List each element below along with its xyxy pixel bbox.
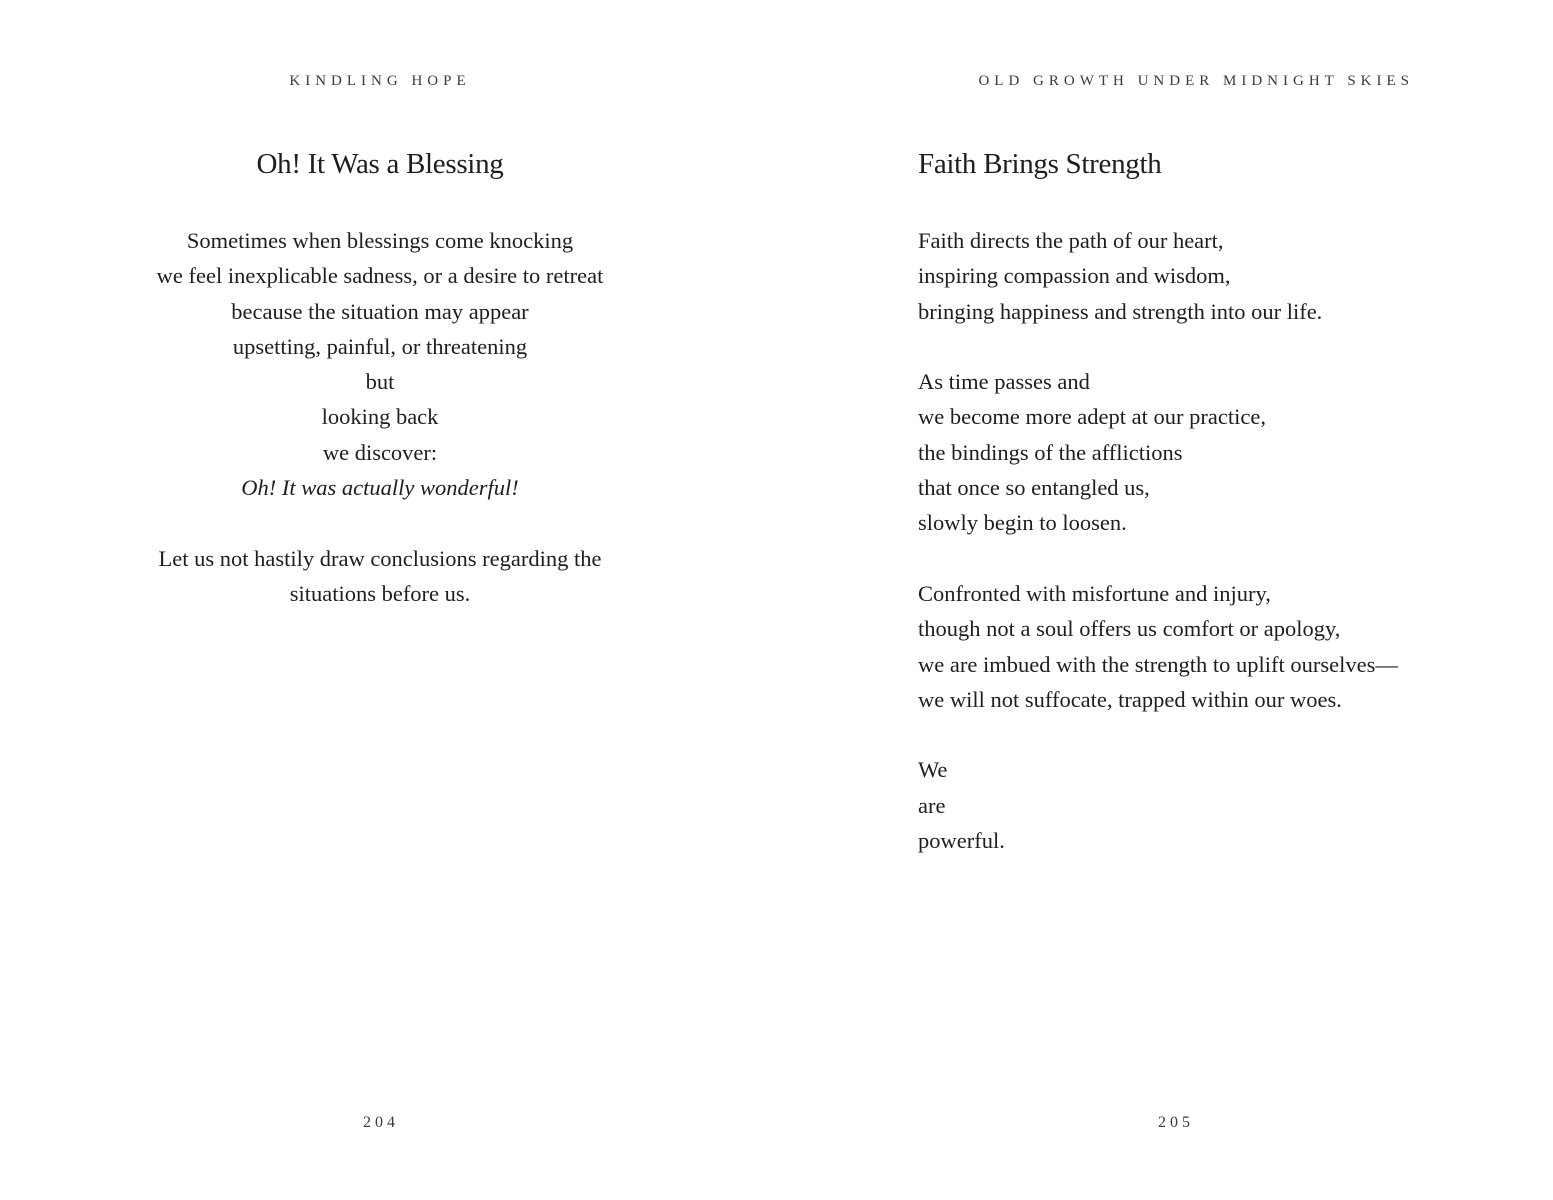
poem-line: we will not suffocate, trapped within our woes. xyxy=(918,686,1342,712)
running-head-right: OLD GROWTH UNDER MIDNIGHT SKIES xyxy=(978,73,1414,89)
poem-line: we become more adept at our practice, xyxy=(918,404,1266,430)
poem-title-right: Faith Brings Strength xyxy=(918,148,1162,180)
poem-line: Confronted with misfortune and injury, xyxy=(918,580,1271,606)
right-page xyxy=(776,0,1553,1200)
poem-line: we are imbued with the strength to uplift ourselves— xyxy=(918,651,1398,677)
poem-line: powerful. xyxy=(918,828,1005,854)
stanza-break xyxy=(918,541,1478,576)
poem-line: Faith directs the path of our heart, xyxy=(918,228,1224,253)
page-number-right: 205 xyxy=(1158,1114,1194,1131)
poem-line: Sometimes when blessings come knocking xyxy=(186,228,574,253)
poem-line: we discover: xyxy=(322,439,438,465)
poem-line: looking back xyxy=(321,404,439,430)
poem-line: but xyxy=(365,369,395,395)
poem-line: we feel inexplicable sadness, or a desire to retreat xyxy=(156,263,604,289)
poem-body-left xyxy=(130,223,630,611)
poem-line: though not a soul offers us comfort or apology, xyxy=(918,616,1341,642)
poem-line: the bindings of the afflictions xyxy=(918,439,1183,465)
poem-line: inspiring compassion and wisdom, xyxy=(918,263,1231,289)
poem-line: Let us not hastily draw conclusions regarding the xyxy=(158,545,602,571)
poem-line: slowly begin to loosen. xyxy=(918,510,1127,536)
stanza-break xyxy=(918,329,1478,364)
poem-line: As time passes and xyxy=(918,369,1090,395)
poem-line: situations before us. xyxy=(289,580,471,606)
poem-line: upsetting, painful, or threatening xyxy=(232,333,528,359)
poem-line-italic: Oh! It was actually wonderful! xyxy=(241,475,519,501)
poem-body-right xyxy=(918,223,1478,858)
poem-line: because the situation may appear xyxy=(231,298,529,324)
stanza-break xyxy=(130,505,630,540)
poem-title-left: Oh! It Was a Blessing xyxy=(256,148,504,180)
poem-line: bringing happiness and strength into our life. xyxy=(918,298,1323,324)
stanza-break xyxy=(918,717,1478,752)
page-number-left: 204 xyxy=(363,1114,399,1131)
running-head-left: KINDLING HOPE xyxy=(289,73,471,89)
poem-line: are xyxy=(918,792,946,818)
poem-line: We xyxy=(918,757,948,783)
left-page xyxy=(0,0,776,1200)
poem-line: that once so entangled us, xyxy=(918,475,1150,501)
